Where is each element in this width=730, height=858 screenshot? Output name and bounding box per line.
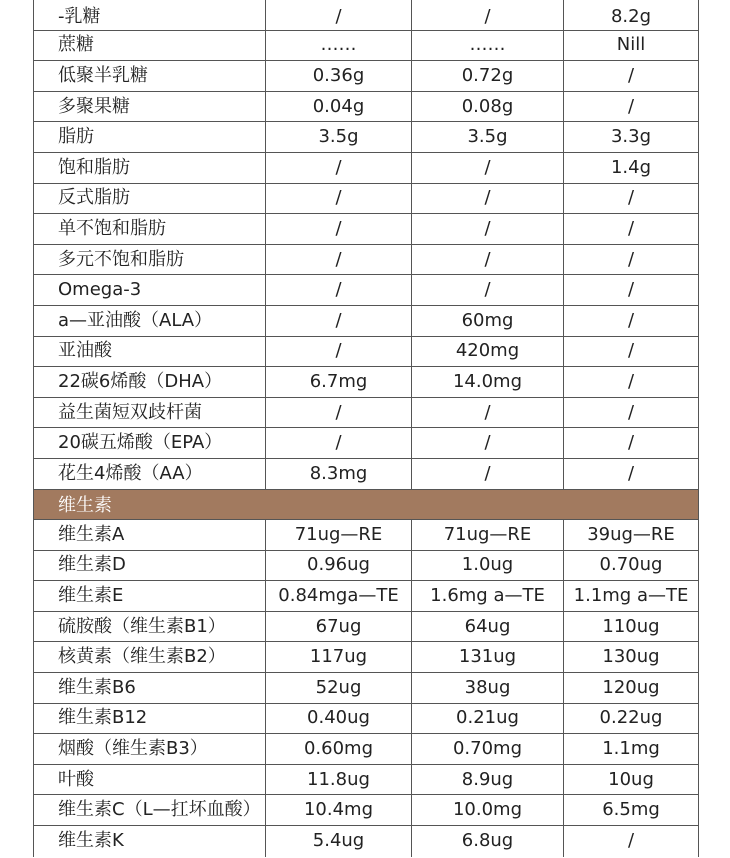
nutrient-name: 叶酸: [34, 765, 266, 795]
value-col-2: ……: [412, 31, 564, 61]
table-row: [34, 765, 698, 796]
value-col-2: 131ug: [412, 642, 564, 672]
table-row: [34, 551, 698, 582]
value-col-1: /: [266, 337, 412, 367]
nutrient-name: 维生素A: [34, 520, 266, 550]
table-row: [34, 153, 698, 184]
value-col-3: /: [627, 462, 635, 484]
value-col-3: 10ug: [608, 768, 654, 790]
table-row: [34, 92, 698, 123]
nutrient-name: 核黄素（维生素B2）: [34, 642, 266, 672]
table-row: [34, 704, 698, 735]
value-col-3: 120ug: [602, 676, 660, 698]
value-col-1: /: [266, 306, 412, 336]
value-col-1: 0.36g: [266, 61, 412, 91]
value-col-1: /: [266, 428, 412, 458]
value-col-1: 5.4ug: [266, 826, 412, 857]
nutrient-name: 维生素D: [34, 551, 266, 581]
value-col-1: 117ug: [266, 642, 412, 672]
value-col-3: /: [627, 432, 635, 454]
value-col-3: /: [627, 309, 635, 331]
table-row: [34, 581, 698, 612]
nutrient-name: 低聚半乳糖: [34, 61, 266, 91]
value-col-3: 8.2g: [610, 5, 652, 27]
value-col-1: 0.84mga—TE: [266, 581, 412, 611]
value-col-3: 1.4g: [610, 156, 652, 178]
value-col-3: /: [627, 401, 635, 423]
nutrient-name: 维生素K: [34, 826, 266, 857]
value-col-2: /: [412, 245, 564, 275]
table-row: [34, 520, 698, 551]
value-col-3: /: [627, 187, 635, 209]
nutrient-name: 多元不饱和脂肪: [34, 245, 266, 275]
value-col-1: 0.60mg: [266, 734, 412, 764]
value-col-2: 60mg: [412, 306, 564, 336]
table-row: [34, 245, 698, 276]
value-col-2: 420mg: [412, 337, 564, 367]
value-col-1: 52ug: [266, 673, 412, 703]
nutrient-name: 维生素E: [34, 581, 266, 611]
table-row: [34, 214, 698, 245]
value-col-3: /: [627, 830, 635, 852]
table-row: [34, 428, 698, 459]
table-row: [34, 459, 698, 490]
value-col-2: 8.9ug: [412, 765, 564, 795]
value-col-1: /: [266, 153, 412, 183]
value-col-1: 67ug: [266, 612, 412, 642]
value-col-2: 6.8ug: [412, 826, 564, 857]
nutrient-name: 单不饱和脂肪: [34, 214, 266, 244]
value-col-2: 1.0ug: [412, 551, 564, 581]
value-col-2: 14.0mg: [412, 367, 564, 397]
value-col-3: 110ug: [602, 615, 660, 637]
value-col-2: 0.70mg: [412, 734, 564, 764]
nutrition-table: [33, 0, 699, 857]
value-col-1: 3.5g: [266, 122, 412, 152]
table-row: [34, 734, 698, 765]
value-col-1: /: [266, 184, 412, 214]
nutrient-name: a—亚油酸（ALA）: [34, 306, 266, 336]
nutrient-name: 硫胺酸（维生素B1）: [34, 612, 266, 642]
value-col-1: 6.7mg: [266, 367, 412, 397]
value-col-3: /: [627, 370, 635, 392]
value-col-1: /: [266, 275, 412, 305]
value-col-3: /: [627, 340, 635, 362]
nutrient-name: -乳糖: [34, 0, 266, 30]
value-col-3: /: [627, 217, 635, 239]
nutrient-name: 维生素B6: [34, 673, 266, 703]
value-col-1: ……: [266, 31, 412, 61]
nutrient-name: 亚油酸: [34, 337, 266, 367]
table-row: [34, 31, 698, 62]
value-col-1: /: [266, 245, 412, 275]
value-col-2: 10.0mg: [412, 795, 564, 825]
value-col-1: 0.40ug: [266, 704, 412, 734]
nutrient-name: 脂肪: [34, 122, 266, 152]
value-col-2: 38ug: [412, 673, 564, 703]
table-row: [34, 184, 698, 215]
value-col-1: /: [266, 0, 412, 30]
value-col-1: 71ug—RE: [266, 520, 412, 550]
table-row: [34, 337, 698, 368]
value-col-3: /: [627, 95, 635, 117]
value-col-3: 1.1mg: [602, 738, 660, 760]
value-col-3: 3.3g: [610, 126, 652, 148]
table-row: [34, 673, 698, 704]
value-col-2: 64ug: [412, 612, 564, 642]
nutrient-name: 维生素B12: [34, 704, 266, 734]
value-col-1: /: [266, 214, 412, 244]
value-col-3: 39ug—RE: [587, 523, 675, 545]
value-col-2: /: [412, 184, 564, 214]
value-col-2: 71ug—RE: [412, 520, 564, 550]
value-col-2: 3.5g: [412, 122, 564, 152]
nutrient-name: 蔗糖: [34, 31, 266, 61]
value-col-2: /: [412, 398, 564, 428]
value-col-3: 1.1mg a—TE: [573, 585, 689, 607]
value-col-2: 0.72g: [412, 61, 564, 91]
table-row: [34, 306, 698, 337]
value-col-2: /: [412, 275, 564, 305]
value-col-2: /: [412, 0, 564, 30]
value-col-1: 0.96ug: [266, 551, 412, 581]
table-row: [34, 398, 698, 429]
nutrient-name: 饱和脂肪: [34, 153, 266, 183]
table-row: [34, 61, 698, 92]
table-row: [34, 826, 698, 857]
value-col-3: /: [627, 64, 635, 86]
nutrient-name: 益生菌短双歧杆菌: [34, 398, 266, 428]
value-col-1: 0.04g: [266, 92, 412, 122]
table-row: [34, 122, 698, 153]
value-col-2: /: [412, 459, 564, 489]
value-col-2: /: [412, 428, 564, 458]
value-col-1: 11.8ug: [266, 765, 412, 795]
value-col-1: 10.4mg: [266, 795, 412, 825]
table-row: [34, 642, 698, 673]
value-col-3: 0.22ug: [599, 707, 663, 729]
value-col-2: /: [412, 153, 564, 183]
table-row: [34, 612, 698, 643]
nutrient-name: 多聚果糖: [34, 92, 266, 122]
value-col-3: Nill: [616, 34, 646, 56]
nutrient-name: 烟酸（维生素B3）: [34, 734, 266, 764]
table-row: [34, 0, 698, 31]
table-row: [34, 367, 698, 398]
value-col-1: 8.3mg: [266, 459, 412, 489]
value-col-2: 0.08g: [412, 92, 564, 122]
value-col-3: 6.5mg: [602, 799, 660, 821]
value-col-3: 130ug: [602, 646, 660, 668]
value-col-3: /: [627, 248, 635, 270]
nutrient-name: 反式脂肪: [34, 184, 266, 214]
section-header-vitamins: 维生素: [34, 490, 698, 521]
nutrient-name: 维生素C（L—扛坏血酸）: [34, 795, 266, 825]
table-row: [34, 795, 698, 826]
value-col-2: 0.21ug: [412, 704, 564, 734]
value-col-3: /: [627, 279, 635, 301]
table-row: [34, 275, 698, 306]
nutrient-name: 20碳五烯酸（EPA）: [34, 428, 266, 458]
value-col-1: /: [266, 398, 412, 428]
nutrient-name: Omega-3: [34, 275, 266, 305]
value-col-2: 1.6mg a—TE: [412, 581, 564, 611]
nutrient-name: 花生4烯酸（AA）: [34, 459, 266, 489]
value-col-3: 0.70ug: [599, 554, 663, 576]
value-col-2: /: [412, 214, 564, 244]
nutrient-name: 22碳6烯酸（DHA）: [34, 367, 266, 397]
